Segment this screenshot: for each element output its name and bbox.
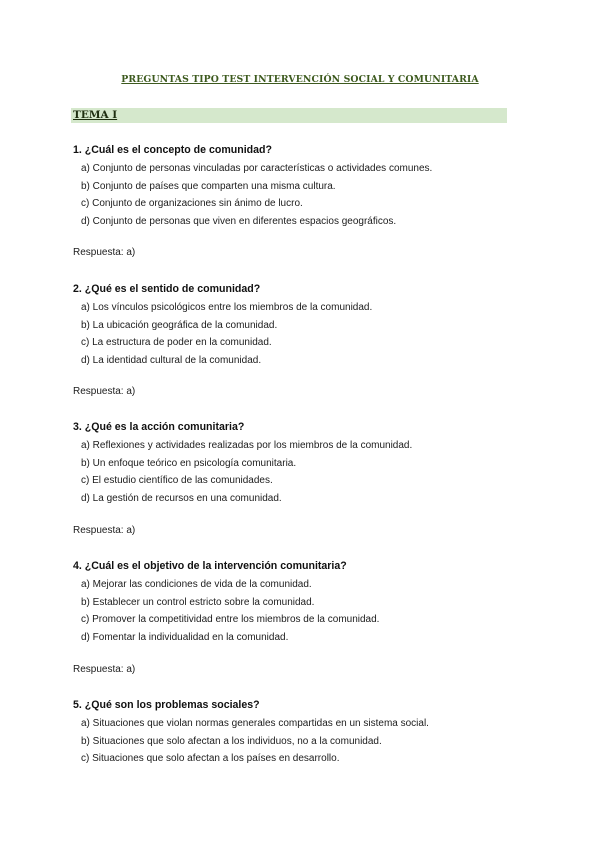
option-c: c) La estructura de poder en la comunidad. (81, 337, 272, 348)
option-d: d) Conjunto de personas que viven en diferentes espacios geográficos. (81, 215, 397, 227)
question-2 (73, 282, 513, 369)
question-title: 3. ¿Qué es la acción comunitaria? (73, 421, 245, 433)
answer-3: Respuesta: a) (73, 525, 136, 536)
option-a: a) Mejorar las condiciones de vida de la comunidad. (81, 579, 312, 590)
option-list (73, 299, 513, 369)
document-title: PREGUNTAS TIPO TEST INTERVENCIÓN SOCIAL Y COMUNITARIA (121, 74, 479, 85)
section-heading: TEMA I (73, 109, 118, 121)
option-c: c) El estudio científico de las comunidades. (81, 475, 273, 486)
option-a: a) Situaciones que violan normas generales compartidas en un sistema social. (81, 718, 429, 729)
option-list (73, 160, 513, 230)
option-c: c) Promover la competitividad entre los miembros de la comunidad. (81, 614, 380, 625)
option-b: b) Un enfoque teórico en psicología comunitaria. (81, 457, 297, 469)
option-a: a) Los vínculos psicológicos entre los miembros de la comunidad. (81, 302, 373, 313)
option-a: a) Conjunto de personas vinculadas por características o actividades comunes. (81, 163, 433, 174)
question-3 (73, 420, 513, 507)
question-title: 1. ¿Cuál es el concepto de comunidad? (73, 144, 272, 156)
option-list (73, 715, 513, 768)
question-title: 4. ¿Cuál es el objetivo de la intervención comunitaria? (73, 560, 347, 572)
option-c: c) Conjunto de organizaciones sin ánimo de lucro. (81, 198, 303, 209)
answer-2: Respuesta: a) (73, 386, 136, 397)
option-c: c) Situaciones que solo afectan a los países en desarrollo. (81, 753, 340, 764)
option-b: b) Situaciones que solo afectan a los individuos, no a la comunidad. (81, 735, 382, 747)
option-list (73, 576, 513, 646)
option-d: d) La identidad cultural de la comunidad. (81, 354, 262, 366)
question-title: 5. ¿Qué son los problemas sociales? (73, 699, 260, 711)
answer-4: Respuesta: a) (73, 664, 136, 675)
option-list (73, 437, 513, 507)
option-d: d) La gestión de recursos en una comunidad. (81, 492, 282, 504)
option-a: a) Reflexiones y actividades realizadas por los miembros de la comunidad. (81, 440, 413, 451)
question-1 (73, 143, 513, 230)
question-4 (73, 559, 513, 646)
option-b: b) Establecer un control estricto sobre la comunidad. (81, 596, 315, 608)
option-d: d) Fomentar la individualidad en la comunidad. (81, 631, 289, 643)
answer-1: Respuesta: a) (73, 247, 136, 258)
option-b: b) La ubicación geográfica de la comunidad. (81, 319, 278, 331)
section-header-bar (71, 108, 507, 123)
question-title: 2. ¿Qué es el sentido de comunidad? (73, 283, 261, 295)
question-5 (73, 698, 513, 768)
option-b: b) Conjunto de países que comparten una misma cultura. (81, 180, 336, 192)
